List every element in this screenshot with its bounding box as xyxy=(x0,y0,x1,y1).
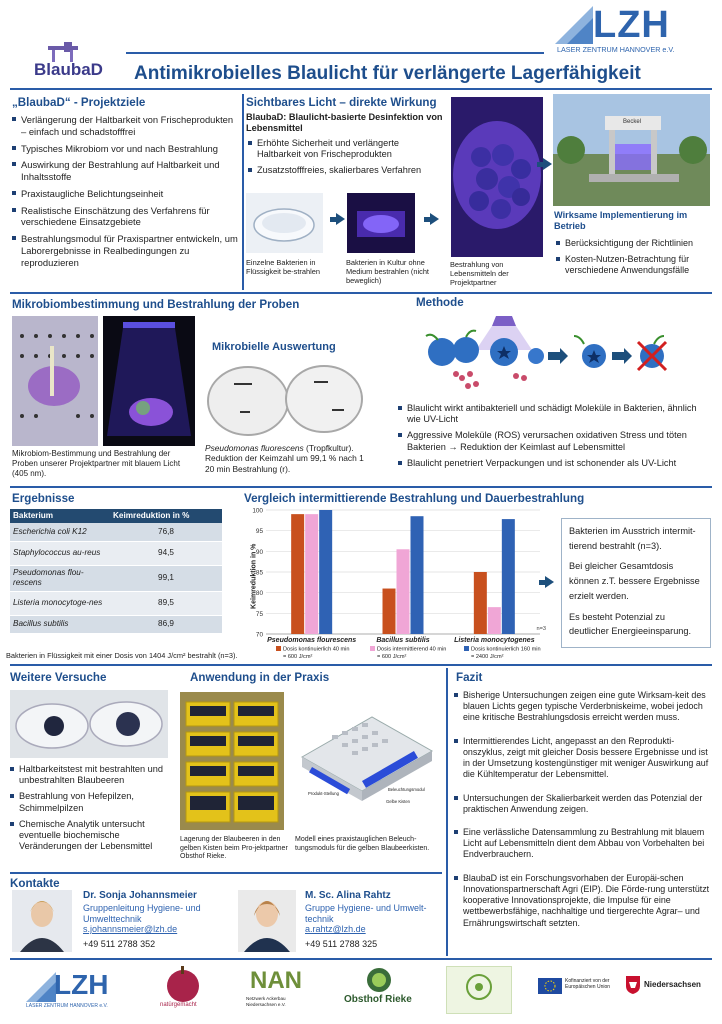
arrow-icon xyxy=(336,213,345,225)
fazit-item: BlaubaD ist ein Forschungsvorhaben der Europäi-schen Innovationspartnerschaft Agri (EIP). Die Förde-rung unterstützt kooperative Innovationsprojekte, die Impulse für eine wettbewerbsfähige, nachhaltige und tiergerechte Agrar– und Ernährungswirtschaft setzten. xyxy=(454,873,712,929)
lighting-module-model xyxy=(292,697,442,827)
module-label-2: Beleuchtungsmodul xyxy=(388,787,425,792)
divider-horizontal xyxy=(10,664,712,666)
footer-lzh-sub: LASER ZENTRUM HANNOVER e.V. xyxy=(26,1003,108,1009)
methode-title: Methode xyxy=(416,296,464,309)
legend-swatch xyxy=(276,646,281,651)
chart-bar xyxy=(291,514,304,634)
table-row xyxy=(10,523,222,541)
legend-dose: = 2400 J/cm² xyxy=(471,654,504,660)
divider-vertical xyxy=(446,668,448,956)
sampling-photo xyxy=(12,316,98,446)
divider-horizontal xyxy=(10,486,712,488)
ziele-item: Verlängerung der Haltbarkeit von Frischeprodukten – einfach und schadstofffrei xyxy=(12,114,238,138)
fazit-item: Eine verlässliche Datensammlung zu Bestrahlung mit blauem Licht auf Lebensmitteln dient dem Abbau von Vorbehalten bei Endverbrauchern. xyxy=(454,827,712,861)
legend-swatch xyxy=(464,646,469,651)
chart-note: n=3 xyxy=(536,626,546,632)
chart-bar xyxy=(305,514,318,634)
licht-cap-2: Bakterien in Kultur ohne Medium bestrahlen (nicht beweglich) xyxy=(346,258,429,286)
versuche-item: Chemische Analytik untersucht eventuelle biochemische Veränderungen der Lebensmittel xyxy=(10,819,176,853)
legend-dose: = 600 J/cm² xyxy=(377,654,407,660)
ziele-list xyxy=(12,114,238,273)
lzh-logo-sub: LASER ZENTRUM HANNOVER e.V. xyxy=(557,45,675,54)
header-line xyxy=(126,52,544,54)
table-cell-bacterium: Pseudomonas flou-rescens xyxy=(10,565,110,591)
table-cell-bacterium: Bacillus subtilis xyxy=(10,615,110,633)
footer-niedersachsen-text: Niedersachsen xyxy=(644,980,701,989)
yellow-crates-photo xyxy=(180,692,284,830)
footer-eu-logo xyxy=(538,978,622,1002)
table-row xyxy=(10,615,222,633)
vergleich-box-line: Es besteht Potenzial zu deutlicher Energieeinsparung. xyxy=(569,611,692,637)
title-line xyxy=(10,88,712,90)
blue-light-chamber-photo xyxy=(103,316,195,446)
table-row xyxy=(10,541,222,565)
bacterium-icon xyxy=(428,338,456,366)
food-irradiation-photo xyxy=(451,97,543,257)
footer-obsthof-text: Obsthof Rieke xyxy=(344,994,412,1005)
table-row xyxy=(10,591,222,615)
footer-line xyxy=(10,958,712,960)
divider-vertical xyxy=(242,94,244,290)
footer-partner-text: natürgemacht xyxy=(160,1002,197,1008)
implementierung-title: Wirksame Implementierung im Betrieb xyxy=(554,210,688,232)
footer-lzh-text: LZH xyxy=(54,969,109,1000)
arrow-icon xyxy=(430,213,439,225)
legend-label: Dosis intermittierend 40 min xyxy=(377,646,447,653)
implementierung-item: Kosten-Nutzen-Betrachtung für verschiedene Anwendungsfälle xyxy=(556,254,712,276)
avatar xyxy=(12,890,72,952)
y-tick-label: 95 xyxy=(255,528,263,536)
blaubad-logo-text: BlaubaD xyxy=(34,60,103,79)
y-tick-label: 90 xyxy=(255,548,263,556)
ziele-item: Praxistaugliche Belichtungseinheit xyxy=(12,188,238,200)
chart-bar xyxy=(488,607,501,634)
chart-bar xyxy=(502,519,515,634)
licht-cap-3: Bestrahlung von Lebensmitteln der Projektpartner xyxy=(450,260,509,288)
chart-y-label: Keimreduktion in % xyxy=(250,543,258,609)
contact-2-name: M. Sc. Alina Rahtz xyxy=(305,890,391,901)
chart-bar xyxy=(397,549,410,634)
vergleich-box-line: Bakterien im Ausstrich intermit-tierend bestrahlt (n=3). xyxy=(569,526,696,551)
contact-1-role: Gruppenleitung Hygiene- und Umwelttechnik xyxy=(83,903,201,924)
legend-label: Dosis kontinuierlich 160 min xyxy=(471,646,541,653)
blueberry-dishes-photo xyxy=(10,690,168,758)
y-tick-label: 70 xyxy=(255,631,263,639)
vergleich-title: Vergleich intermittierende Bestrahlung und Dauerbestrahlung xyxy=(244,492,585,505)
fazit-title: Fazit xyxy=(456,671,483,684)
arrow-icon xyxy=(548,348,568,364)
table-cell-bacterium: Listeria monocytoge-nes xyxy=(10,591,110,615)
auswertung-cap-rest: (Tropfkultur). Reduktion der Keimzahl um 99,1 % nach 1 20 min Bestrahlung (r). xyxy=(205,443,364,474)
legend-swatch xyxy=(370,646,375,651)
auswertung-cap-species: Pseudomonas fluorescens xyxy=(205,443,304,453)
machine-label: Beckel xyxy=(623,119,642,125)
licht-list xyxy=(248,138,444,182)
table-header-bacterium: Bakterium xyxy=(10,509,110,523)
avatar xyxy=(238,890,296,952)
methode-item: Blaulicht penetriert Verpackungen und ist schonender als UV-Licht xyxy=(398,458,712,469)
ergebnisse-title: Ergebnisse xyxy=(12,492,75,505)
ziele-item: Realistische Einschätzung des Verfahrens für verschiedene Einsatzgebiete xyxy=(12,205,238,229)
contact-1-phone: +49 511 2788 352 xyxy=(83,939,156,949)
arrow-icon xyxy=(545,576,554,588)
lzh-logo xyxy=(555,6,685,54)
chart-bar xyxy=(411,516,424,634)
footer-nan-logo xyxy=(246,966,310,1016)
footer-nan-sub: Netzwerk Ackerbau Niedersachsen e.V. xyxy=(246,996,286,1007)
x-tick-label: Pseudomonas flourescens xyxy=(267,637,357,644)
footer-niedersachsen-logo xyxy=(626,976,716,1000)
methode-item: Aggressive Moleküle (ROS) verursachen oxidativen Stress und töten Bakterien → Reduktion der Keimlast auf Lebensmittel xyxy=(398,430,712,452)
licht-subtitle: BlaubaD: Blaulicht-basierte Desinfektion von Lebensmittel xyxy=(246,112,443,134)
table-header-row xyxy=(10,509,222,523)
contact-2-phone: +49 511 2788 325 xyxy=(305,939,378,949)
legend-label: Dosis kontinuierlich 40 min xyxy=(283,646,350,653)
table-row xyxy=(10,565,222,591)
table-cell-value: 89,5 xyxy=(110,591,222,615)
table-cell-value: 86,9 xyxy=(110,615,222,633)
fazit-item: Untersuchungen der Skalierbarkeit werden das Potenzial der praktischen Anwendung zeigen. xyxy=(454,793,712,815)
mikrobiom-cap: Mikrobiom-Bestimmung und Bestrahlung der Proben unserer Projektpartner mit blauem Licht (405 nm). xyxy=(12,449,181,478)
footer-lzh-logo xyxy=(26,969,122,1012)
implementierung-list xyxy=(556,238,712,281)
footer-obsthof-logo xyxy=(340,966,418,1016)
petri-dishes-photo xyxy=(204,361,364,439)
auswertung-cap xyxy=(205,443,367,474)
table-header-reduction: Keimreduktion in % xyxy=(110,509,222,523)
versuche-title: Weitere Versuche xyxy=(10,671,107,684)
licht-cap-1: Einzelne Bakterien in Flüssigkeit be-strahlen xyxy=(246,258,320,277)
y-tick-label: 85 xyxy=(255,569,263,577)
comparison-chart xyxy=(248,506,550,664)
chart-bar xyxy=(474,572,487,634)
kontakte-title: Kontakte xyxy=(10,877,60,890)
contact-1-name: Dr. Sonja Johannsmeier xyxy=(83,890,197,901)
fazit-list xyxy=(454,690,712,934)
footer-partner-logo xyxy=(158,966,208,1016)
methode-list xyxy=(398,403,712,474)
praxis-cap-2: Modell eines praxistauglichen Beleuch-tungsmoduls für die gelben Blaubeerkisten. xyxy=(295,836,430,852)
results-table xyxy=(10,509,222,634)
footer-nan-text: NAN xyxy=(250,967,302,994)
methode-item: Blaulicht wirkt antibakteriell und schädigt Moleküle in Bakterien, ähnlich wie UV-Licht xyxy=(398,403,712,425)
contact-2-email[interactable]: a.rahtz@lzh.de xyxy=(305,924,366,934)
mikrobiom-title: Mikrobiombestimmung und Bestrahlung der Proben xyxy=(12,298,300,311)
vergleich-box xyxy=(561,518,711,648)
praxis-title: Anwendung in der Praxis xyxy=(190,671,330,684)
lzh-logo-text: LZH xyxy=(593,4,670,46)
y-tick-label: 100 xyxy=(252,507,263,515)
licht-item: Zusatzstofffreies, skalierbares Verfahren xyxy=(248,165,444,176)
y-tick-label: 80 xyxy=(255,590,263,598)
footer-eu-text: Kofinanziert von der Europäischen Union xyxy=(565,978,611,990)
page-title: Antimikrobielles Blaulicht für verlängerte Lagerfähigkeit xyxy=(134,63,641,84)
x-tick-label: Bacillus subtilis xyxy=(376,637,430,644)
legend-dose: = 600 J/cm² xyxy=(283,654,313,660)
chart-bar xyxy=(383,589,396,634)
contact-2-role: Gruppe Hygiene- und Umwelt-technik xyxy=(305,903,427,924)
contact-1-email[interactable]: s.johannsmeier@lzh.de xyxy=(83,924,178,934)
table-cell-value: 94,5 xyxy=(110,541,222,565)
ziele-item: Auswirkung der Bestrahlung auf Haltbarkeit und Inhaltsstoffe xyxy=(12,159,238,183)
footer-eip-logo xyxy=(446,966,512,1014)
versuche-list xyxy=(10,764,176,858)
x-tick-label: Listeria monocytogenes xyxy=(454,637,535,644)
arrow-icon xyxy=(543,158,552,170)
licht-item: Erhöhte Sicherheit und verlängerte Haltbarkeit von Frischeprodukten xyxy=(248,138,444,160)
chart-bar xyxy=(319,510,332,634)
module-label-3: Gelbe Kisten xyxy=(386,799,410,804)
methode-diagram xyxy=(416,306,712,396)
divider-horizontal xyxy=(10,292,712,294)
vergleich-box-line: Bei gleicher Gesamtdosis können z.T. bessere Ergebnisse erzielt werden. xyxy=(569,561,700,601)
praxis-cap-1: Lagerung der Blaubeeren in den gelben Kisten beim Pro-jektpartner Obsthof Rieke. xyxy=(180,836,288,861)
machine-photo xyxy=(553,94,710,206)
table-cell-bacterium: Staphylococcus au-reus xyxy=(10,541,110,565)
ziele-item: Bestrahlungsmodul für Praxispartner entwickeln, um Laborergebnisse in Realbedingungen zu reproduzieren xyxy=(12,233,238,268)
ziele-item: Typisches Mikrobiom vor und nach Bestrahlung xyxy=(12,143,238,155)
ziele-title: „BlaubaD“ - Projektziele xyxy=(12,96,146,109)
fazit-item: Intermittierendes Licht, angepasst an den Reprodukti-onszyklus, zeigt mit gleicher Dosis bessere Ergebnisse und ist in der Umsetzung kostengünstiger mit weniger Auswirkung auf die Kühltemperatur der Lebensmittel. xyxy=(454,736,712,781)
table-cell-value: 99,1 xyxy=(110,565,222,591)
blaubad-logo xyxy=(22,36,118,84)
licht-title: Sichtbares Licht – direkte Wirkung xyxy=(246,96,437,109)
lamp-icon xyxy=(492,316,516,326)
table-cell-bacterium: Escherichia coli K12 xyxy=(10,523,110,541)
auswertung-title: Mikrobielle Auswertung xyxy=(212,341,336,353)
module-label-1: Produkt-Stellung xyxy=(308,791,339,796)
versuche-item: Bestrahlung von Hefepilzen, Schimmelpilzen xyxy=(10,791,176,813)
table-cell-value: 76,8 xyxy=(110,523,222,541)
culture-irradiation-photo xyxy=(347,193,415,253)
fazit-item: Bisherige Untersuchungen zeigen eine gute Wirksam-keit des blauen Lichts gegen typische Verderbniskeime, wobei jedoch eine kritische Bestrahlungsdosis erreicht werden muss. xyxy=(454,690,712,724)
ergebnisse-note: Bakterien in Flüssigkeit mit einer Dosis von 1404 J/cm² bestrahlt (n=3). xyxy=(6,651,238,660)
divider-horizontal xyxy=(10,872,442,874)
petri-dish-liquid-photo xyxy=(246,193,323,253)
versuche-item: Haltbarkeitstest mit bestrahlten und unbestrahlten Blaubeeren xyxy=(10,764,176,786)
y-tick-label: 75 xyxy=(255,610,263,618)
implementierung-item: Berücksichtigung der Richtlinien xyxy=(556,238,712,249)
